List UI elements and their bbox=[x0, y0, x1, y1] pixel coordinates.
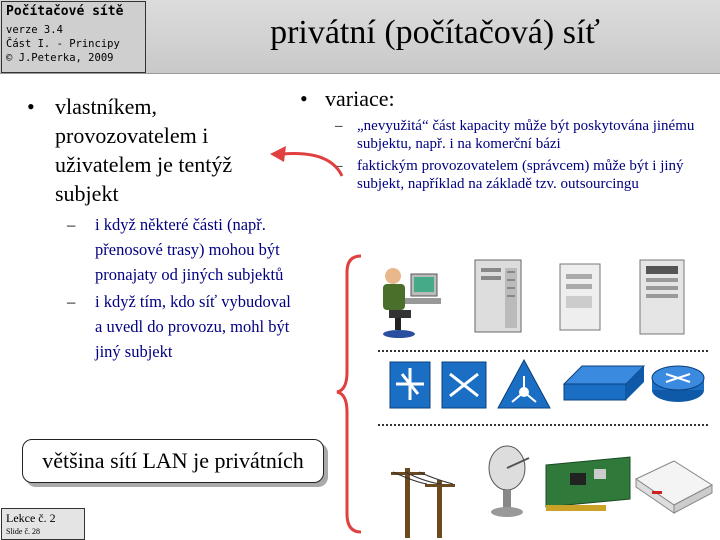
hub-icon bbox=[496, 358, 552, 410]
main-bullet-text: vlastníkem, provozovatelem i uživatelem je tentýž subjekt bbox=[55, 94, 233, 206]
server-cabinet-icon bbox=[638, 258, 688, 338]
course-part: Část I. - Principy bbox=[6, 38, 120, 50]
router-icon bbox=[388, 360, 434, 410]
network-card-icon bbox=[540, 455, 635, 515]
variations-label: variace: bbox=[325, 86, 395, 111]
curly-brace-icon bbox=[335, 252, 365, 537]
main-bullet-ownership bbox=[25, 92, 295, 364]
satellite-dish-icon bbox=[485, 442, 535, 520]
sub-bullet-outsourcing: – faktickým provozovatelem (správcem) může být i jiný subjekt, například na základě tzv. outsourcingu bbox=[300, 157, 710, 193]
slide-number: Slide č. 28 bbox=[6, 527, 40, 536]
router-round-icon bbox=[650, 364, 706, 404]
divider-top bbox=[378, 350, 708, 352]
sub-bullet-leased-parts: – i když některé části (např. přenosové trasy) mohou být pronajaty od jiných subjektů bbox=[55, 212, 295, 287]
left-column bbox=[25, 92, 295, 364]
lecture-box bbox=[1, 508, 85, 540]
slide-title: privátní (počítačová) síť bbox=[270, 14, 600, 51]
course-version: verze 3.4 bbox=[6, 24, 63, 36]
right-column bbox=[300, 85, 710, 193]
sub-bullet-builder: – i když tím, kdo síť vybudoval a uvedl do provozu, mohl být jiný subjekt bbox=[55, 289, 295, 364]
sub-bullet-unused-capacity: – „nevyužitá“ část kapacity může být poskytována jinému subjektu, např. i na komerční bázi bbox=[300, 117, 710, 153]
modem-icon bbox=[632, 455, 714, 517]
slide-header bbox=[0, 0, 720, 74]
course-title: Počítačové sítě bbox=[6, 4, 124, 19]
switch-icon bbox=[440, 360, 490, 410]
server-icon bbox=[558, 262, 604, 334]
course-logo-box bbox=[1, 1, 146, 73]
user-at-computer-icon bbox=[375, 262, 443, 342]
callout-lan-private: většina sítí LAN je privátních bbox=[22, 439, 324, 483]
workgroup-switch-icon bbox=[562, 364, 646, 404]
server-tower-icon bbox=[473, 258, 525, 336]
divider-bottom bbox=[378, 424, 708, 426]
telephone-poles-icon bbox=[385, 458, 465, 538]
course-copyright: © J.Peterka, 2009 bbox=[6, 52, 114, 64]
curved-arrow-icon bbox=[260, 140, 350, 180]
lecture-number: Lekce č. 2 bbox=[6, 511, 56, 525]
main-bullet-variations bbox=[300, 85, 710, 113]
